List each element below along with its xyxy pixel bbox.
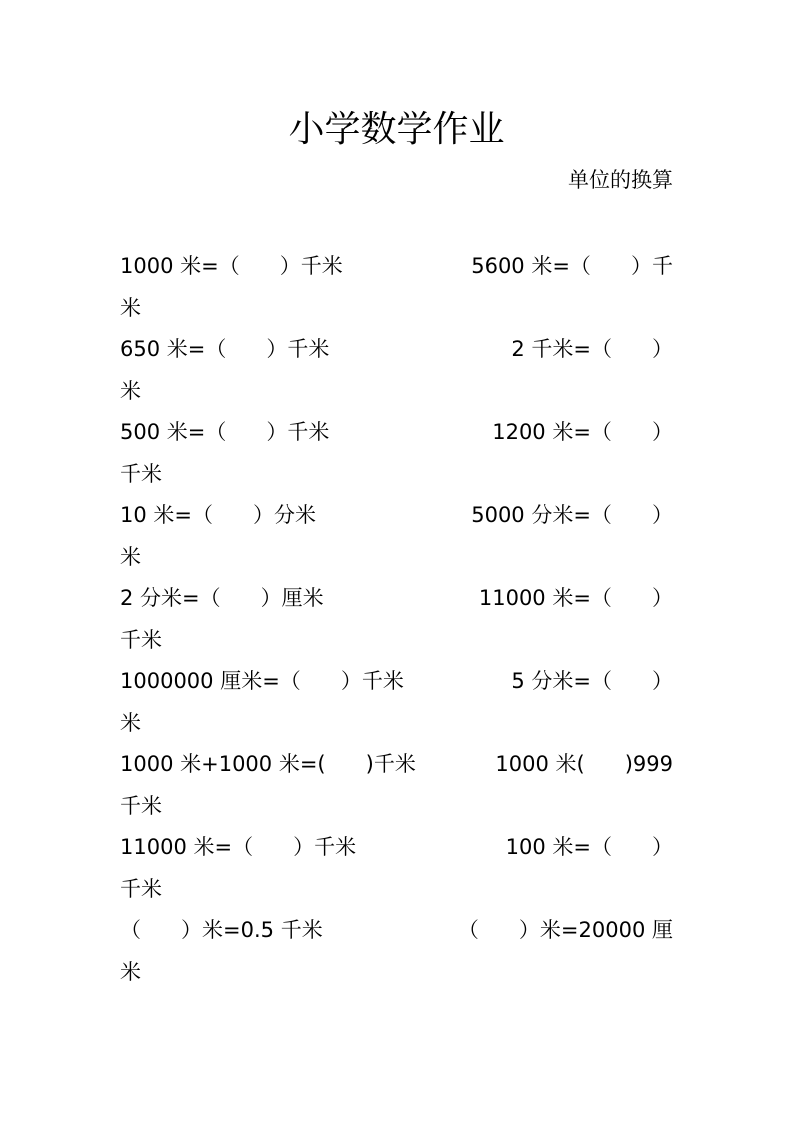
exercise-row [120,827,673,910]
wrapped-unit: 米 [120,959,141,984]
right-problem: 5000 分米=（ ） [471,503,673,527]
exercise-wrap-line [120,952,673,994]
exercise-main-line [120,578,673,620]
exercise-list [120,246,673,993]
exercise-row [120,412,673,495]
exercise-wrap-line [120,786,673,828]
exercise-main-line [120,910,673,952]
right-problem: 100 米=（ ） [505,835,673,859]
wrapped-unit: 米 [120,544,141,569]
exercise-main-line [120,412,673,454]
right-problem: 11000 米=（ ） [478,586,673,610]
left-problem: 1000 米+1000 米=( )千米 [120,752,416,776]
exercise-main-line [120,744,673,786]
exercise-row [120,329,673,412]
exercise-main-line [120,495,673,537]
left-problem: 1000 米=（ ）千米 [120,254,343,278]
exercise-wrap-line [120,454,673,496]
wrapped-unit: 千米 [120,876,162,901]
wrapped-unit: 米 [120,378,141,403]
worksheet-title: 小学数学作业 [288,109,505,150]
exercise-main-line [120,329,673,371]
wrapped-unit: 千米 [120,461,162,486]
left-problem: 2 分米=（ ）厘米 [120,586,324,610]
exercise-wrap-line [120,371,673,413]
wrapped-unit: 千米 [120,793,162,818]
right-problem: （ ）米=20000 厘 [457,918,673,942]
exercise-row [120,495,673,578]
right-problem: 5 分米=（ ） [511,669,673,693]
left-problem: 500 米=（ ）千米 [120,420,330,444]
wrapped-unit: 千米 [120,627,162,652]
right-problem: 5600 米=（ ）千 [471,254,673,278]
exercise-row [120,744,673,827]
exercise-wrap-line [120,537,673,579]
wrapped-unit: 米 [120,295,141,320]
exercise-wrap-line [120,288,673,330]
right-problem: 1000 米( )999 [495,752,673,776]
left-problem: （ ）米=0.5 千米 [120,918,323,942]
exercise-wrap-line [120,869,673,911]
left-problem: 11000 米=（ ）千米 [120,835,357,859]
exercise-row [120,910,673,993]
exercise-main-line [120,246,673,288]
exercise-row [120,578,673,661]
right-problem: 2 千米=（ ） [511,337,673,361]
left-problem: 650 米=（ ）千米 [120,337,330,361]
exercise-row [120,661,673,744]
left-problem: 1000000 厘米=（ ）千米 [120,669,404,693]
left-problem: 10 米=（ ）分米 [120,503,317,527]
exercise-main-line [120,827,673,869]
worksheet-subtitle: 单位的换算 [568,168,673,192]
right-problem: 1200 米=（ ） [492,420,673,444]
exercise-wrap-line [120,703,673,745]
exercise-wrap-line [120,620,673,662]
exercise-row [120,246,673,329]
wrapped-unit: 米 [120,710,141,735]
exercise-main-line [120,661,673,703]
